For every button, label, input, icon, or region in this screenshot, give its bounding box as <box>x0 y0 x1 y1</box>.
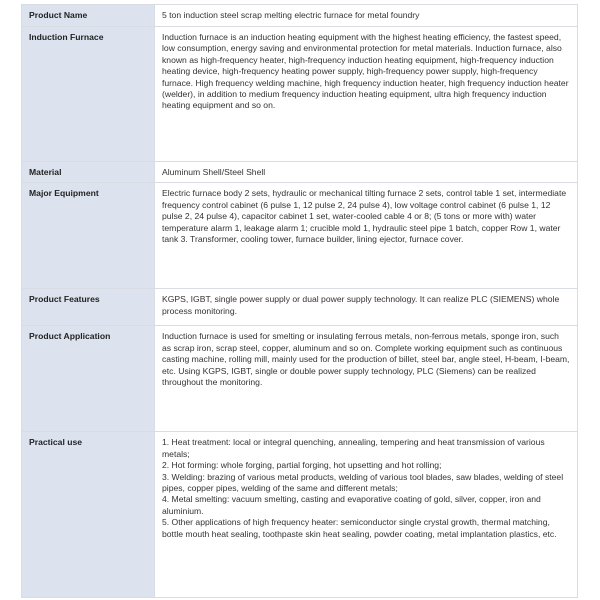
row-value-product-application: Induction furnace is used for smelting or insulating ferrous metals, non-ferrous metals, sponge iron, such as scrap iron, scrap steel, copper, aluminum and so on. Complete working equipment such as continuous casting machine, rolling mill, mainly used for the production of billet, steel bar, angle steel, H-beam, I-beam, etc. Using KGPS, IGBT, single or double power supply technology, PLC (Siemens) can be realized throughout the monitoring. <box>155 326 578 432</box>
row-value-practical-use: 1. Heat treatment: local or integral quenching, annealing, tempering and heat transmission of various metals; 2. Hot forming: whole forging, partial forging, hot upsetting and hot rolling; 3. Welding: brazing of various metal products, welding of various tool blades, saw blades, welding of steel pipes, copper pipes, welding of the same and different metals; 4. Metal smelting: vacuum smelting, casting and evaporative coating of gold, silver, copper, iron and aluminium. 5. Other applications of high frequency heater: semiconductor single crystal growth, thermal matching, bottle mouth heat sealing, toothpaste skin heat sealing, powder coating, metal implantation plastics, etc. <box>155 432 578 598</box>
table-row <box>22 5 578 27</box>
row-label-product-name: Product Name <box>22 5 155 27</box>
table-row <box>22 326 578 432</box>
table-row <box>22 289 578 326</box>
row-value-product-name: 5 ton induction steel scrap melting electric furnace for metal foundry <box>155 5 578 27</box>
row-value-product-features: KGPS, IGBT, single power supply or dual power supply technology. It can realize PLC (SIEMENS) whole process monitoring. <box>155 289 578 326</box>
row-label-major-equipment: Major Equipment <box>22 183 155 289</box>
row-label-material: Material <box>22 162 155 183</box>
row-label-product-application: Product Application <box>22 326 155 432</box>
row-value-major-equipment: Electric furnace body 2 sets, hydraulic or mechanical tilting furnace 2 sets, control table 1 set, intermediate frequency control cabinet (6 pulse 1, 12 pulse 2, 24 pulse 4), low voltage control cabinet (6 pulse 1, 12 pulse 2, 24 pulse 4), capacitor cabinet 1 set, water-cooled cable 4 or 8; (5 tons or more with) water temperature alarm 1, leakage alarm 1; crucible mold 1, hydraulic steel pipe 1 batch, copper Row 1, water tank 3. Transformer, cooling tower, furnace builder, lining ejector, furnace cover. <box>155 183 578 289</box>
table-row <box>22 183 578 289</box>
table-row <box>22 162 578 183</box>
product-spec-table <box>21 4 578 598</box>
table-row <box>22 27 578 162</box>
row-label-practical-use: Practical use <box>22 432 155 598</box>
row-value-material: Aluminum Shell/Steel Shell <box>155 162 578 183</box>
table-row <box>22 432 578 598</box>
row-label-product-features: Product Features <box>22 289 155 326</box>
row-label-induction-furnace: Induction Furnace <box>22 27 155 162</box>
row-value-induction-furnace: Induction furnace is an induction heating equipment with the highest heating efficiency, the fastest speed, low consumption, energy saving and environmental protection for metal materials. Induction furnace, also known as high-frequency heater, high-frequency induction heating equipment, high-frequency induction heating device, high-frequency heating power supply, high-frequency power supply, high-frequency furnace. High frequency welding machine, high frequency induction heater, high frequency induction heater (welder), in addition to medium frequency induction heating equipment, ultra high frequency induction heating equipment and so on. <box>155 27 578 162</box>
